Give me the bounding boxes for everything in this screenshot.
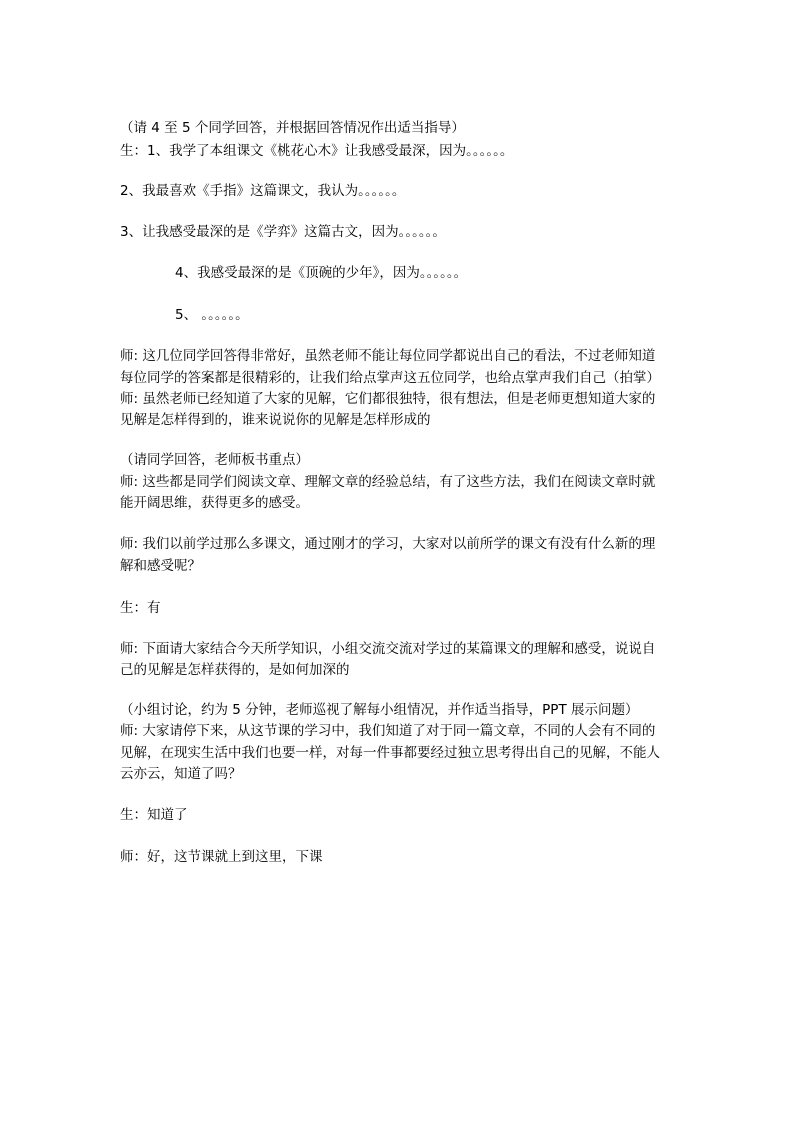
paragraph-line: 2、我最喜欢《手指》这篇课文，我认为。。。。。。 (120, 183, 406, 199)
paragraph-line: 3、让我感受最深的是《学弈》这篇古文，因为。。。。。。 (120, 224, 446, 240)
paragraph-line: 4、我感受最深的是《顶碗的少年》，因为。。。。。。 (175, 265, 468, 281)
paragraph-line: 师: 虽然老师已经知道了大家的见解，它们都很独特，很有想法，但是老师更想知道大家的 (120, 391, 656, 407)
paragraph-line: 见解是怎样得到的，谁来说说你的见解是怎样形成的 (120, 412, 431, 428)
paragraph-line: 5、 。。。。。。 (175, 307, 249, 323)
paragraph-line: 师: 下面请大家结合今天所学知识，小组交流交流对学过的某篇课文的理解和感受，说说自 (120, 641, 656, 657)
paragraph-line: （请 4 至 5 个同学回答，并根据回答情况作出适当指导） (120, 120, 465, 136)
paragraph-line: 每位同学的答案都是很精彩的，让我们给点掌声这五位同学，也给点掌声我们自己（拍掌） (120, 370, 660, 386)
paragraph-line: 师：好，这节课就上到这里，下课 (120, 849, 323, 865)
paragraph-line: （请同学回答，老师板书重点） (120, 452, 309, 468)
paragraph-line: 生：有 (120, 600, 161, 616)
paragraph-line: 云亦云，知道了吗？ (120, 766, 242, 782)
paragraph-line: 师: 这些都是同学们阅读文章、理解文章的经验总结，有了这些方法，我们在阅读文章时就 (120, 474, 656, 490)
paragraph-line: 解和感受呢？ (120, 558, 201, 574)
paragraph-line: 生：知道了 (120, 807, 188, 823)
paragraph-line: 能开阔思维，获得更多的感受。 (120, 495, 309, 511)
paragraph-line: （小组讨论，约为 5 分钟，老师巡视了解每小组情况，并作适当指导，PPT 展示问题） (120, 702, 639, 718)
paragraph-line: 生：1、我学了本组课文《桃花心木》让我感受最深，因为。。。。。。 (120, 143, 514, 159)
paragraph-line: 师: 我们以前学过那么多课文，通过刚才的学习，大家对以前所学的课文有没有什么新的理 (120, 536, 656, 552)
paragraph-line: 师: 这几位同学回答得非常好，虽然老师不能让每位同学都说出自己的看法，不过老师知道 (120, 348, 656, 364)
paragraph-line: 己的见解是怎样获得的，是如何加深的 (120, 662, 350, 678)
paragraph-line: 见解，在现实生活中我们也要一样，对每一件事都要经过独立思考得出自己的见解，不能人 (120, 745, 660, 761)
paragraph-line: 师: 大家请停下来，从这节课的学习中，我们知道了对于同一篇文章，不同的人会有不同的 (120, 723, 656, 739)
